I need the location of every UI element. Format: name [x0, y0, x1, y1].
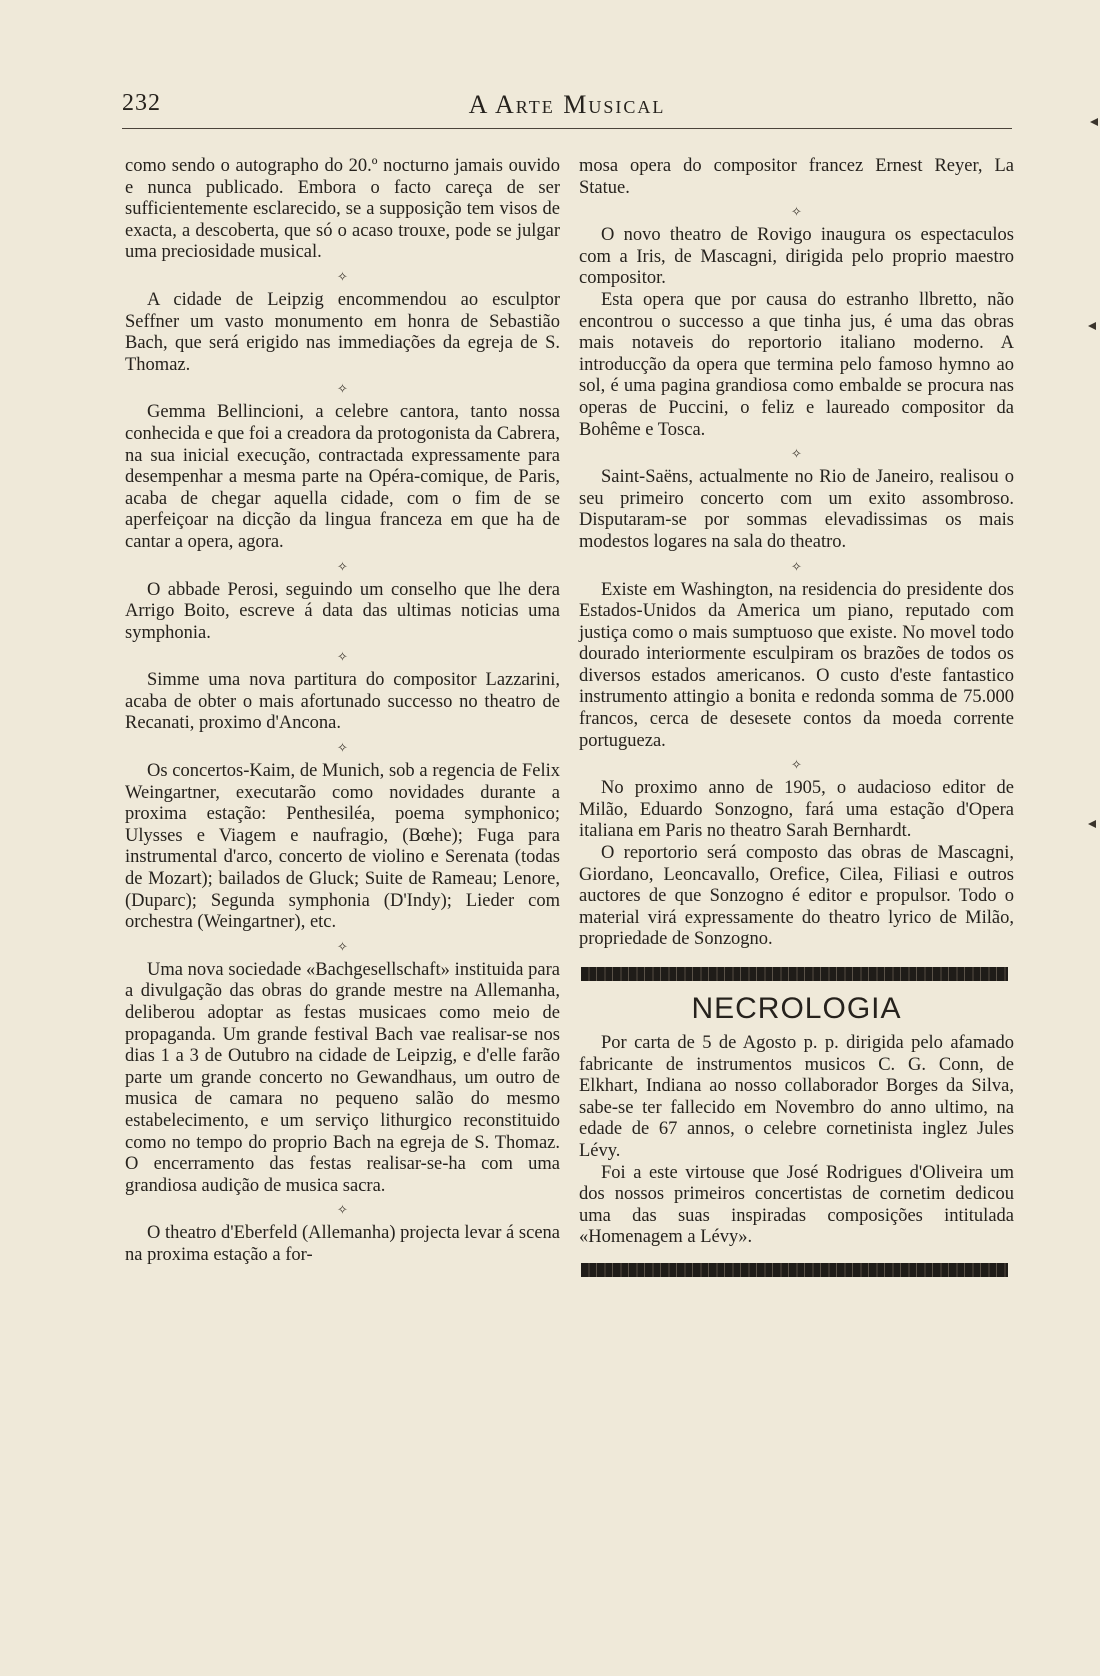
- decorative-rule: [581, 967, 1008, 981]
- ornament-divider-icon: ✧: [337, 938, 348, 954]
- left-column: [125, 156, 560, 1267]
- article-paragraph: Os concertos-Kaim, de Munich, sob a regencia de Felix Weingartner, executarão como novidades durante a proxima estação: Penthesiléa, poema symphonico; Ulysses e Viagem e naufragio, (Bœhe); Fuga para instrumental d'arco, concerto de violino e Serenata (todas de Mozart); bailados de Gluck; Suite de Rameau; Lenore, (Duparc); Segunda symphonia (D'Indy); Lieder com orchestra (Weingartner), etc.: [125, 761, 560, 933]
- margin-mark: [1090, 118, 1098, 126]
- article-paragraph: O abbade Perosi, seguindo um conselho que lhe dera Arrigo Boito, escreve á data das ultimas noticias uma symphonia.: [125, 579, 560, 643]
- article-paragraph: O theatro d'Eberfeld (Allemanha) projecta levar á scena na proxima estação a for-: [125, 1223, 560, 1265]
- article-paragraph: O novo theatro de Rovigo inaugura os espectaculos com a Iris, de Mascagni, dirigida pelo proprio maestro compositor.: [579, 225, 1014, 289]
- article-paragraph: Uma nova sociedade «Bachgesellschaft» instituida para a divulgação das obras do grande mestre na Allemanha, deliberou adoptar as festas musicaes como meio de propaganda. Um grande festival Bach vae realisar-se nos dias 1 a 3 de Outubro na cidade de Leipzig, e d'elle farão parte um grande concerto no Gewandhaus, um outro de musica de camara no pequeno salão do mesmo estabelecimento, e um serviço lithurgico reconstituido como no tempo do proprio Bach na egreja de S. Thomaz. O encerramento das festas realisar-se-ha com uma grandiosa audição de musica sacra.: [125, 959, 560, 1196]
- page-header: [122, 90, 1012, 130]
- article-paragraph: Saint-Saëns, actualmente no Rio de Janeiro, realisou o seu primeiro concerto com um exito assombroso. Disputaram-se por sommas elevadissimas os mais modestos logares na sala do theatro.: [579, 467, 1014, 552]
- header-rule: [122, 128, 1012, 129]
- ornament-divider-icon: ✧: [337, 268, 348, 284]
- ornament-divider-icon: ✧: [337, 740, 348, 756]
- article-paragraph: como sendo o autographo do 20.º nocturno jamais ouvido e nunca publicado. Embora o facto careça de ser sufficientemente esclarecido, se a supposição tem visos de exacta, a descoberta, que só o acaso trouxe, pode se julgar uma preciosidade musical.: [125, 156, 560, 263]
- article-paragraph: O reportorio será composto das obras de Mascagni, Giordano, Leoncavallo, Orefice, Cilea, Filiasi e outros auctores de que Sonzogno é editor e propulsor. Todo o material virá expressamente do theatro lyrico de Milão, propriedade de Sonzogno.: [579, 843, 1014, 950]
- ornament-divider-icon: ✧: [791, 204, 802, 220]
- ornament-divider-icon: ✧: [337, 1202, 348, 1218]
- article-paragraph: No proximo anno de 1905, o audacioso editor de Milão, Eduardo Sonzogno, fará uma estação d'Opera italiana em Paris no theatro Sarah Bernhardt.: [579, 778, 1014, 842]
- journal-title: A Arte Musical: [468, 90, 666, 119]
- article-paragraph: Simme uma nova partitura do compositor Lazzarini, acaba de obter o mais afortunado successo no theatro de Recanati, proximo d'Ancona.: [125, 670, 560, 734]
- decorative-rule: [581, 1263, 1008, 1277]
- page-number: 232: [122, 90, 161, 116]
- article-paragraph: A cidade de Leipzig encommendou ao esculptor Seffner um vasto monumento em honra de Sebastião Bach, que será erigido nas immediações da egreja de S. Thomaz.: [125, 289, 560, 375]
- article-paragraph: Foi a este virtouse que José Rodrigues d'Oliveira um dos nossos primeiros concertistas de cornetim dedicou uma das suas inspiradas composições intitulada «Homenagem a Lévy».: [579, 1162, 1014, 1248]
- ornament-divider-icon: ✧: [337, 381, 348, 397]
- article-paragraph: Existe em Washington, na residencia do presidente dos Estados-Unidos da America um piano, reputado com justiça como o mais sumptuoso que existe. No movel todo dourado interiormente esculpiram os brazões de todos os diversos estados americanos. O custo d'este fantastico instrumento attingio a bonita e redonda somma de 75.000 francos, cerca de desesete contos da moeda corrente portugueza.: [579, 579, 1014, 751]
- margin-mark: [1088, 820, 1096, 828]
- margin-mark: [1088, 322, 1096, 330]
- ornament-divider-icon: ✧: [791, 558, 802, 574]
- ornament-divider-icon: ✧: [337, 558, 348, 574]
- ornament-divider-icon: ✧: [337, 649, 348, 665]
- section-heading: NECROLOGIA: [691, 992, 902, 1025]
- article-paragraph: Por carta de 5 de Agosto p. p. dirigida pelo afamado fabricante de instrumentos musicos C. G. Conn, de Elkhart, Indiana ao nosso collaborador Borges da Silva, sabe-se ter fallecido em Novembro do anno ultimo, na edade de 67 annos, o celebre cornetinista inglez Jules Lévy.: [579, 1033, 1014, 1161]
- article-paragraph: mosa opera do compositor francez Ernest Reyer, La Statue.: [579, 156, 1014, 198]
- ornament-divider-icon: ✧: [791, 446, 802, 462]
- ornament-divider-icon: ✧: [791, 757, 802, 773]
- article-paragraph: Esta opera que por causa do estranho llbretto, não encontrou o successo a que tinha jus, é uma das obras mais notaveis do reportorio italiano moderno. A introducção da opera que termina pelo famoso hymno ao sol, é uma pagina grandiosa como embalde se procura nas operas de Puccini, o feliz e laureado compositor da Bohême e Tosca.: [579, 289, 1014, 440]
- right-column: [579, 156, 1014, 1277]
- article-paragraph: Gemma Bellincioni, a celebre cantora, tanto nossa conhecida e que foi a creadora da protogonista da Cabrera, na sua inicial execução, contractada expressamente para desempenhar a mesma parte na Opéra-comique, de Paris, acaba de chegar aquella cidade, com o fim de se aperfeiçoar na dicção da lingua franceza em que ha de cantar a opera, agora.: [125, 402, 560, 552]
